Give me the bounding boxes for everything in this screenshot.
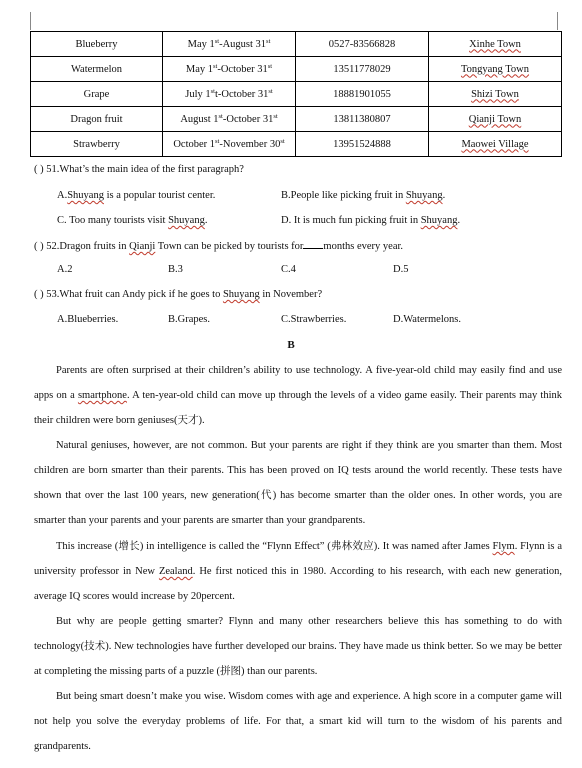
season-cell: May 1st-October 31st: [163, 57, 296, 82]
phone-cell: 0527-83566828: [296, 32, 429, 57]
question-53: ( ) 53.What fruit can Andy pick if he goes to Shuyang in November?: [34, 289, 323, 300]
place-cell: Shizi Town: [429, 82, 562, 107]
question-52: ( ) 52.Dragon fruits in Qianji Town can be picked by tourists for months every year.: [34, 241, 404, 252]
phone-cell: 13951524888: [296, 132, 429, 157]
q52-option-b[interactable]: B.3: [168, 264, 183, 275]
fruit-picking-table: [30, 31, 562, 157]
q51-option-c[interactable]: C. Too many tourists visit Shuyang.: [57, 215, 208, 226]
q53-option-a[interactable]: A.Blueberries.: [57, 314, 119, 325]
season-cell: August 1st-October 31st: [163, 107, 296, 132]
place-cell: Maowei Village: [429, 132, 562, 157]
table-row: [31, 32, 562, 57]
phone-cell: 13811380807: [296, 107, 429, 132]
q52-option-d[interactable]: D.5: [393, 264, 409, 275]
table-row: [31, 82, 562, 107]
table-row: [31, 107, 562, 132]
fruit-name-cell: Watermelon: [31, 57, 163, 82]
table-row: [31, 57, 562, 82]
section-heading-b: B: [287, 339, 295, 351]
fruit-name-cell: Strawberry: [31, 132, 163, 157]
page-corner-mark-right: [557, 12, 558, 30]
place-cell: Xinhe Town: [429, 32, 562, 57]
question-51: ( ) 51.What’s the main idea of the first paragraph?: [34, 164, 244, 175]
q53-option-b[interactable]: B.Grapes.: [168, 314, 210, 325]
season-cell: May 1st-August 31st: [163, 32, 296, 57]
passage-paragraph-2: Natural geniuses, however, are not common. But your parents are right if they think are you smarter than them. Most children are born smarter than their parents. This has been proved on IQ tests around the world recently. These tests have shown that over the last 100 years, new generation(代) has become smarter than the older ones. In other words, you are smarter than your parents and your parents are smarter than your grandparents.: [34, 440, 562, 527]
place-cell: Tongyang Town: [429, 57, 562, 82]
q53-option-c[interactable]: C.Strawberries.: [281, 314, 347, 325]
place-cell: Qianji Town: [429, 107, 562, 132]
season-cell: October 1st-November 30st: [163, 132, 296, 157]
fruit-name-cell: Grape: [31, 82, 163, 107]
q51-option-b[interactable]: B.People like picking fruit in Shuyang.: [281, 190, 446, 201]
season-cell: July 1stt-October 31st: [163, 82, 296, 107]
q52-option-c[interactable]: C.4: [281, 264, 296, 275]
phone-cell: 13511778029: [296, 57, 429, 82]
phone-cell: 18881901055: [296, 82, 429, 107]
page-corner-mark-left: [30, 12, 31, 30]
q53-option-d[interactable]: D.Watermelons.: [393, 314, 461, 325]
q52-option-a[interactable]: A.2: [57, 264, 73, 275]
passage-paragraph-1: Parents are often surprised at their children’s ability to use technology. A five-year-old child may easily find and use apps on a smartphone. A ten-year-old child can move up through the levels of a video game easily. Their parents may think their children were born geniuses(天才).: [34, 365, 562, 427]
q51-option-a[interactable]: A.Shuyang is a popular tourist center.: [57, 190, 216, 201]
answer-blank: [303, 239, 323, 249]
fruit-name-cell: Dragon fruit: [31, 107, 163, 132]
q51-option-d[interactable]: D. It is much fun picking fruit in Shuyang.: [281, 215, 461, 226]
table-row: [31, 132, 562, 157]
passage-paragraph-3: This increase (增长) in intelligence is called the “Flynn Effect” (弗林效应). It was named after James Flym. Flynn is a university professor in New Zealand. He first noticed this in 1980. According to his research, with each new generation, average IQ scores would increase by 20percent.: [34, 541, 563, 603]
passage-paragraph-4: But why are people getting smarter? Flynn and many other researchers believe this has something to do with technology(技术). New technologies have further developed our brains. They have made us think better. So we may be better at completing the missing parts of a puzzle (拼图) than our parents.: [34, 616, 562, 678]
passage-paragraph-5: But being smart doesn’t make you wise. Wisdom comes with age and experience. A high score in a computer game will not help you solve the everyday problems of life. For that, a smart kid will turn to the wisdom of his parents and grandparents.: [34, 691, 562, 753]
fruit-name-cell: Blueberry: [31, 32, 163, 57]
